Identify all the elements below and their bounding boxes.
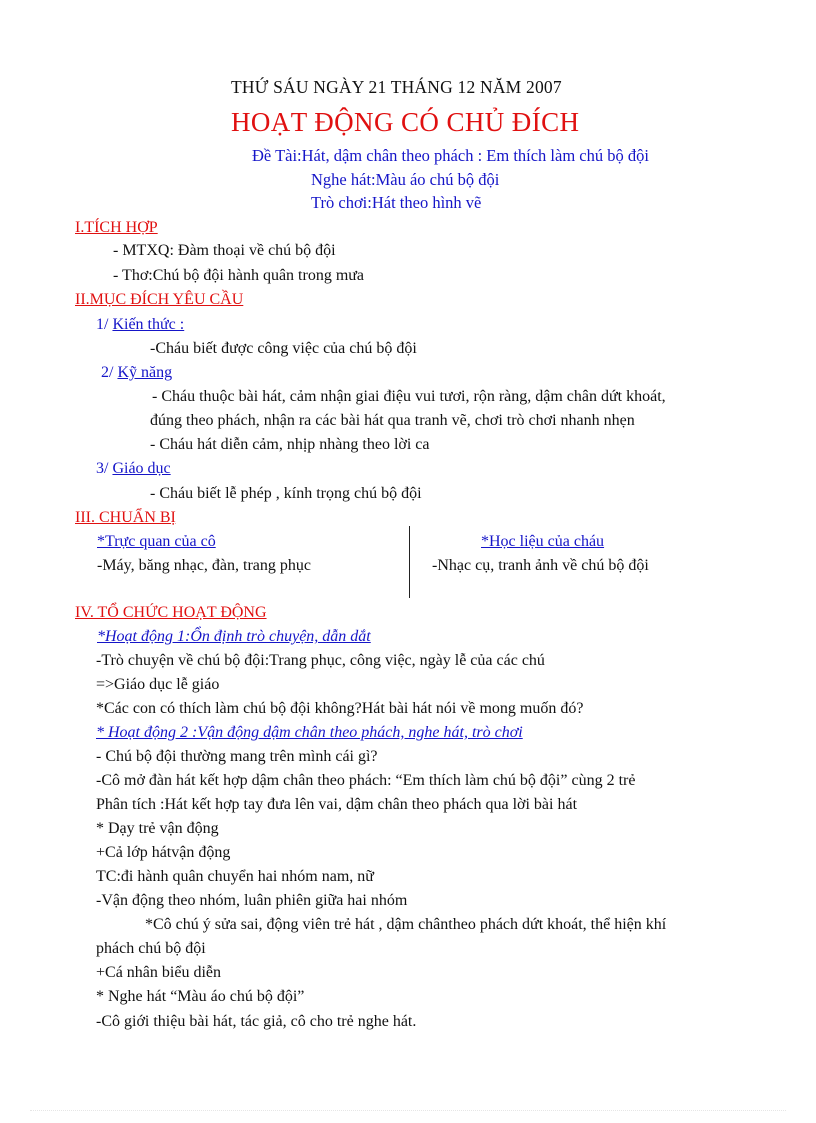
page-title: HOẠT ĐỘNG CÓ CHỦ ĐÍCH bbox=[231, 107, 580, 137]
education-label: Giáo dục bbox=[112, 460, 171, 477]
education-text: - Cháu biết lễ phép , kính trọng chú bộ đội bbox=[150, 485, 422, 502]
skills-text-1: - Cháu thuộc bài hát, cảm nhận giai điệu vui tươi, rộn ràng, dậm chân dứt khoát, bbox=[152, 388, 666, 405]
knowledge-text: -Cháu biết được công việc của chú bộ đội bbox=[150, 340, 417, 357]
section-1-heading: I.TÍCH HỢP bbox=[75, 219, 158, 236]
column-divider bbox=[409, 526, 410, 598]
knowledge-label: Kiến thức : bbox=[112, 316, 185, 333]
education-number: 3/ bbox=[96, 460, 113, 477]
activity-line-6: Phân tích :Hát kết hợp tay đưa lên vai, dậm chân theo phách qua lời bài hát bbox=[96, 796, 578, 813]
child-materials-text: -Nhạc cụ, tranh ảnh về chú bộ đội bbox=[432, 557, 649, 574]
skills-label: Kỹ năng bbox=[117, 364, 173, 381]
listen-line: Nghe hát:Màu áo chú bộ đội bbox=[311, 170, 500, 189]
section-4-heading: IV. TỔ CHỨC HOẠT ĐỘNG bbox=[75, 604, 267, 621]
activity-line-10: -Vận động theo nhóm, luân phiên giữa hai nhóm bbox=[96, 892, 408, 909]
activity-line-7: * Dạy trẻ vận động bbox=[96, 820, 219, 837]
activity-line-8: +Cả lớp hátvận động bbox=[96, 844, 231, 861]
activity-line-14: * Nghe hát “Màu áo chú bộ đội” bbox=[96, 988, 305, 1005]
section-3-heading: III. CHUẨN BỊ bbox=[75, 509, 176, 526]
s1-item-1: - MTXQ: Đàm thoại về chú bộ đội bbox=[113, 242, 336, 259]
activity-line-12: phách chú bộ đội bbox=[96, 940, 206, 957]
activity-line-11: *Cô chú ý sửa sai, động viên trẻ hát , dậm chântheo phách dứt khoát, thể hiện khí bbox=[145, 916, 667, 933]
activity-line-1: -Trò chuyện về chú bộ đội:Trang phục, công việc, ngày lễ của các chú bbox=[96, 652, 545, 669]
activity-2-heading: * Hoạt động 2 :Vận động dậm chân theo phách, nghe hát, trò chơi bbox=[96, 724, 523, 741]
child-materials-heading: *Học liệu của cháu bbox=[481, 533, 605, 550]
education-subheading bbox=[96, 459, 171, 479]
activity-line-3: *Các con có thích làm chú bộ đội không?Hát bài hát nói về mong muốn đó? bbox=[96, 700, 584, 717]
activity-line-5: -Cô mở đàn hát kết hợp dậm chân theo phách: “Em thích làm chú bộ đội” cùng 2 trẻ bbox=[96, 772, 636, 789]
section-2-heading: II.MỤC ĐÍCH YÊU CẦU bbox=[75, 291, 244, 308]
teacher-materials-heading: *Trực quan của cô bbox=[97, 533, 216, 550]
date-line: THỨ SÁU NGÀY 21 THÁNG 12 NĂM 2007 bbox=[231, 77, 562, 97]
activity-line-9: TC:đi hành quân chuyển hai nhóm nam, nữ bbox=[96, 868, 374, 885]
knowledge-number: 1/ bbox=[96, 316, 113, 333]
page-bottom-edge bbox=[30, 1110, 786, 1111]
activity-1-heading: *Hoạt động 1:Ổn định trò chuyện, dẫn dắt bbox=[97, 628, 371, 645]
topic-line: Đề Tài:Hát, dậm chân theo phách : Em thích làm chú bộ đội bbox=[252, 146, 649, 165]
skills-number: 2/ bbox=[101, 364, 118, 381]
activity-line-2: =>Giáo dục lễ giáo bbox=[96, 676, 220, 693]
skills-text-2: đúng theo phách, nhận ra các bài hát qua tranh vẽ, chơi trò chơi nhanh nhẹn bbox=[150, 412, 635, 429]
skills-text-3: - Cháu hát diễn cảm, nhịp nhàng theo lời ca bbox=[150, 436, 430, 453]
activity-line-4: - Chú bộ đội thường mang trên mình cái gì? bbox=[96, 748, 378, 765]
activity-line-15: -Cô giới thiệu bài hát, tác giả, cô cho trẻ nghe hát. bbox=[96, 1013, 417, 1030]
teacher-materials-text: -Máy, băng nhạc, đàn, trang phục bbox=[97, 557, 311, 574]
knowledge-subheading bbox=[96, 315, 184, 335]
game-line: Trò chơi:Hát theo hình vẽ bbox=[311, 193, 482, 212]
s1-item-2: - Thơ:Chú bộ đội hành quân trong mưa bbox=[113, 267, 365, 284]
skills-subheading bbox=[101, 363, 172, 383]
activity-line-13: +Cá nhân biểu diễn bbox=[96, 964, 221, 981]
